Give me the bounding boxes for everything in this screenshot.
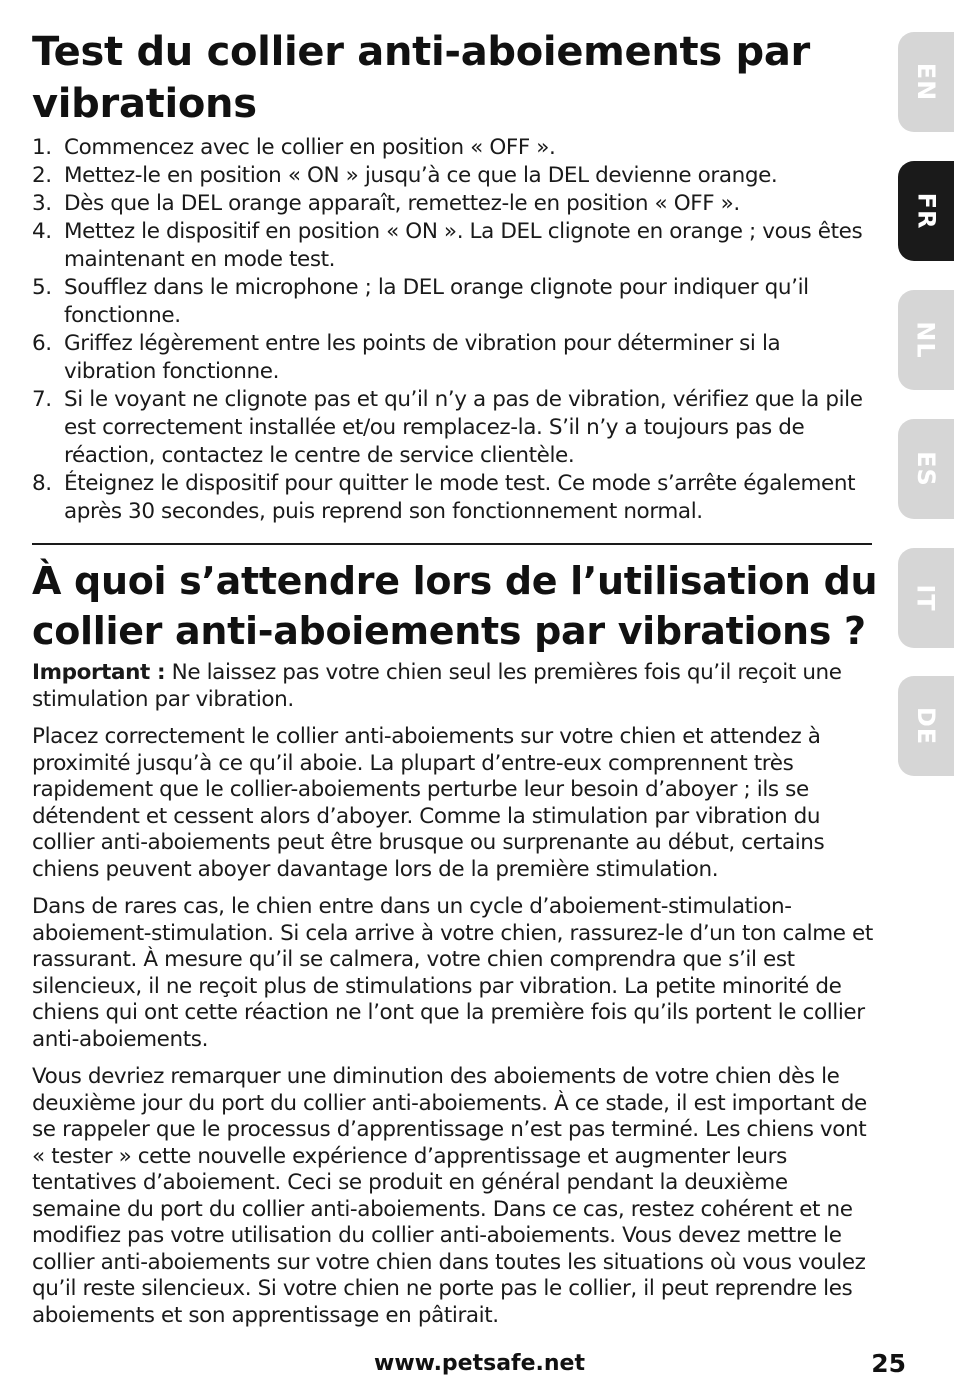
list-item	[32, 330, 878, 386]
body-paragraph: Placez correctement le collier anti-aboiements sur votre chien et attendez à proximité jusqu’à ce qu’il aboie. La plupart d’entre-eux comprennent très rapidement que le collier-aboiements perturbe leur besoin d’aboyer ; ils se détendent et cessent alors d’aboyer. Comme la stimulation par vibration du collier anti-aboiements peut être brusque ou surprenante au début, certains chiens peuvent aboyer davantage lors de la première stimulation.	[32, 724, 825, 882]
section-title-test: Test du collier anti-aboiements par vibrations	[32, 29, 810, 127]
list-item	[32, 274, 878, 330]
tab-label: DE	[911, 706, 940, 746]
section-divider	[32, 543, 872, 545]
body-paragraph: Vous devriez remarquer une diminution des aboiements de votre chien dès le deuxième jour du port du collier anti-aboiements. À ce stade, il est important de se rappeler que le processus d’apprentissage n’est pas terminé. Les chiens vont « tester » cette nouvelle expérience d’apprentissage et augmenter leurs tentatives d’aboiement. Ceci se produit en général pendant la deuxième semaine du port du collier anti-aboiements. Dans ce cas, restez cohérent et ne modifiez pas votre utilisation du collier anti-aboiements. Vous devez mettre le collier anti-aboiements sur votre chien dans toutes les situations où vous voulez qu’il reste silencieux. Si votre chien ne porte pas le collier, il peut reprendre les aboiements et son apprentissage en pâtirait.	[32, 1064, 867, 1328]
step-text: Griffez légèrement entre les points de vibration pour déterminer si la vibration fonctionne.	[64, 331, 781, 384]
step-text: Commencez avec le collier en position « OFF ».	[64, 135, 556, 160]
important-label: Important :	[32, 660, 166, 685]
important-text: Ne laissez pas votre chien seul les premières fois qu’il reçoit une stimulation par vibration.	[32, 660, 842, 712]
tab-it[interactable]	[898, 548, 954, 648]
step-number: 2.	[32, 163, 52, 188]
step-text: Mettez le dispositif en position « ON ». La DEL clignote en orange ; vous êtes maintenant en mode test.	[64, 219, 863, 272]
tab-label: IT	[912, 584, 940, 612]
tab-label: FR	[912, 192, 940, 230]
step-number: 4.	[32, 219, 52, 244]
step-number: 7.	[32, 387, 52, 412]
tab-de[interactable]	[898, 676, 954, 776]
footer-website-link[interactable]: www.petsafe.net	[374, 1351, 585, 1376]
step-text: Éteignez le dispositif pour quitter le mode test. Ce mode s’arrête également après 30 secondes, puis reprend son fonctionnement normal.	[64, 471, 856, 524]
tab-en[interactable]	[898, 32, 954, 132]
section-title-expectations: À quoi s’attendre lors de l’utilisation du collier anti-aboiements par vibrations ?	[32, 559, 878, 653]
list-item	[32, 162, 878, 190]
list-item	[32, 218, 878, 274]
page-number: 25	[871, 1349, 906, 1378]
language-tabs	[898, 0, 954, 800]
step-number: 5.	[32, 275, 52, 300]
step-text: Soufflez dans le microphone ; la DEL orange clignote pour indiquer qu’il fonctionne.	[64, 275, 809, 328]
list-item	[32, 386, 878, 470]
step-number: 1.	[32, 135, 52, 160]
tab-es[interactable]	[898, 419, 954, 519]
step-text: Mettez-le en position « ON » jusqu’à ce que la DEL devienne orange.	[64, 163, 778, 188]
tab-label: NL	[911, 321, 940, 359]
body-paragraph: Dans de rares cas, le chien entre dans un cycle d’aboiement-stimulation-aboiement-stimulation. Si cela arrive à votre chien, rassurez-le d’un ton calme et rassurant. À mesure qu’il se calmera, votre chien comprendra que s’il est silencieux, il ne reçoit plus de stimulations par vibration. La petite minorité de chiens qui ont cette réaction ne l’ont que la première fois qu’ils portent le collier anti-aboiements.	[32, 894, 873, 1052]
test-steps-list	[32, 134, 878, 526]
step-number: 6.	[32, 331, 52, 356]
step-text: Dès que la DEL orange apparaît, remettez-le en position « OFF ».	[64, 191, 740, 216]
step-number: 3.	[32, 191, 52, 216]
expectations-body	[32, 660, 874, 1340]
list-item	[32, 190, 878, 218]
list-item	[32, 470, 878, 526]
step-number: 8.	[32, 471, 52, 496]
tab-fr[interactable]	[898, 161, 954, 261]
step-text: Si le voyant ne clignote pas et qu’il n’y a pas de vibration, vérifiez que la pile est correctement installée et/ou remplacez-la. S’il n’y a toujours pas de réaction, contactez le centre de service clientèle.	[64, 387, 863, 468]
tab-nl[interactable]	[898, 290, 954, 390]
important-note	[32, 660, 874, 713]
tab-label: EN	[911, 62, 940, 102]
tab-label: ES	[912, 451, 940, 487]
list-item	[32, 134, 878, 162]
